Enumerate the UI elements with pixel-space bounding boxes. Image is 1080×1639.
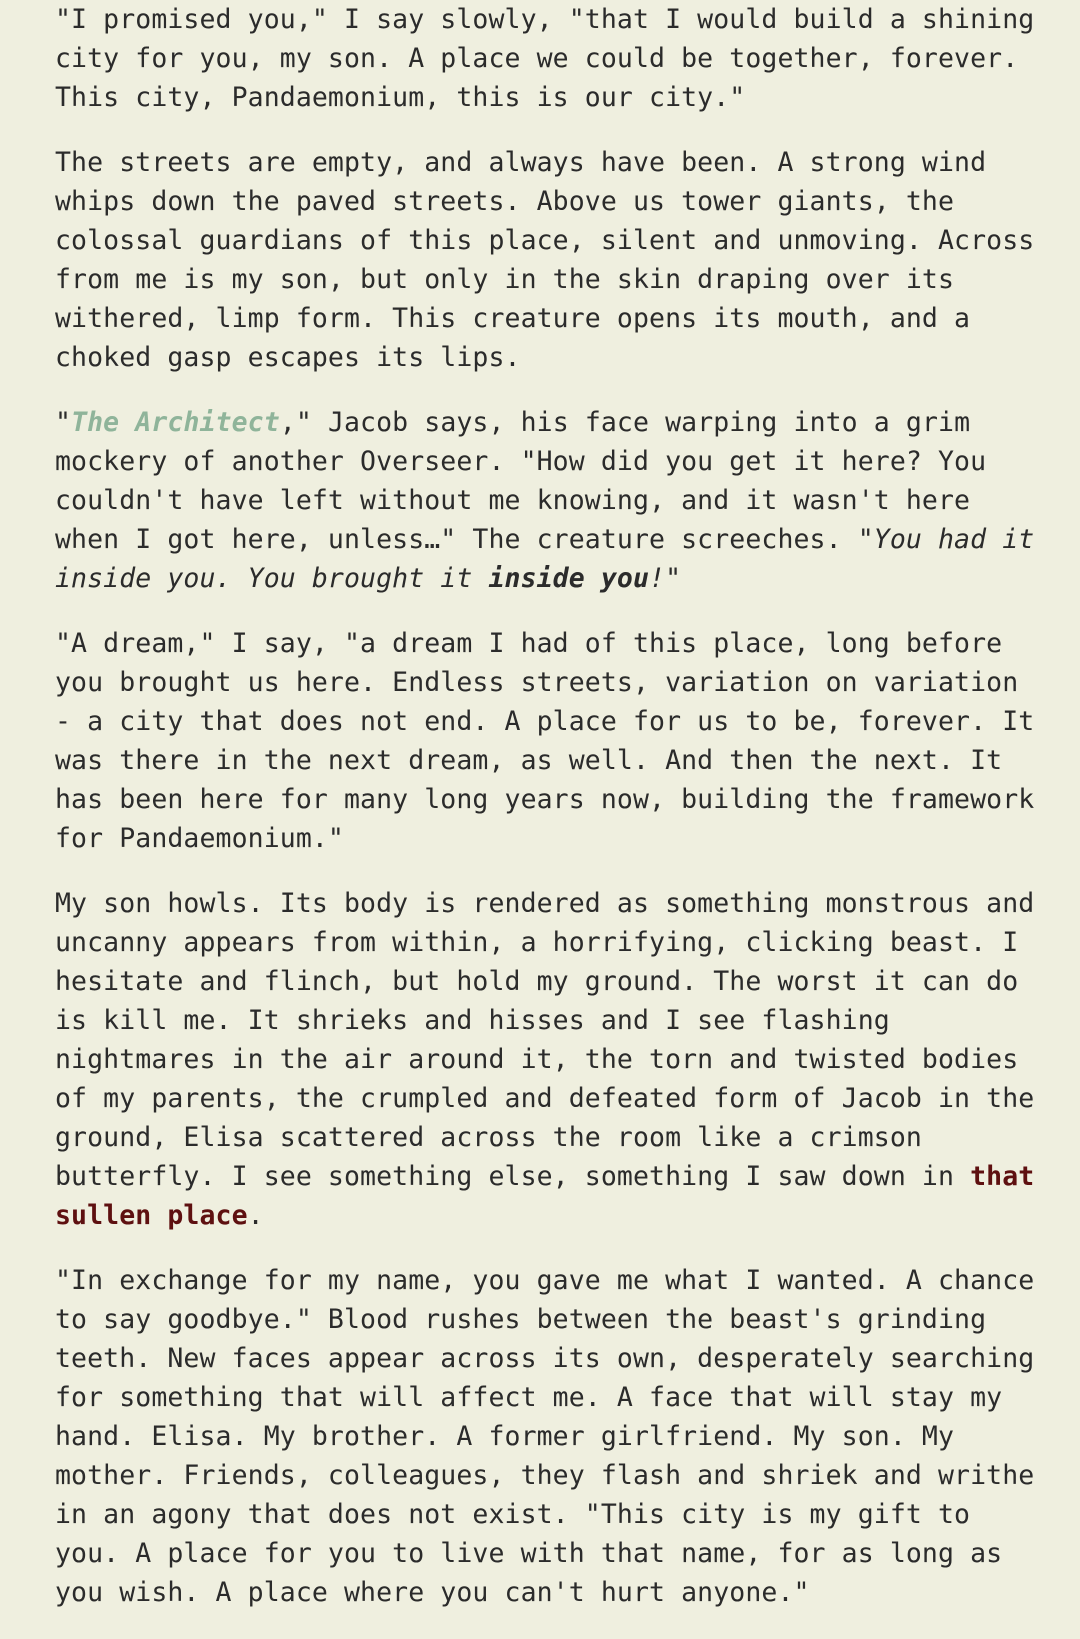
paragraph-5 (55, 884, 1035, 1235)
paragraph-6: "In exchange for my name, you gave me what I wanted. A chance to say goodbye." Blood rushes between the beast's grinding teeth. New faces appear across its own, desperately searching for something that will affect me. A face that will stay my hand. Elisa. My brother. A former girlfriend. My son. My mother. Friends, colleagues, they flash and shriek and writhe in an agony that does not exist. "This city is my gift to you. A place for you to live with that name, for as long as you wish. A place where you can't hurt anyone." (55, 1265, 1035, 1608)
bold-italic-emphasis: inside you (488, 563, 650, 594)
paragraph-4: "A dream," I say, "a dream I had of this place, long before you brought us here. Endless streets, variation on variation - a city that does not end. A place for us to be, forever. It was there in the next dream, as well. And then the next. It has been here for many long years now, building the framework for Pandaemonium." (55, 628, 1035, 854)
paragraph-3 (55, 403, 1035, 598)
architect-link[interactable]: The Architect (71, 407, 280, 438)
sullen-place-link[interactable]: that sullen place (55, 1161, 1035, 1231)
paragraph-2: The streets are empty, and always have been. A strong wind whips down the paved streets. Above us tower giants, the colossal guardians of this place, silent and unmoving. Across from me is my son, but only in the skin draping over its withered, limp form. This creature opens its mouth, and a choked gasp escapes its lips. (55, 147, 1035, 373)
italic-speech-1: You had it inside you. You brought it (55, 524, 1035, 594)
italic-speech-2: ! (649, 563, 666, 594)
paragraph-5-end: . (247, 1200, 264, 1231)
paragraph-5-text: My son howls. Its body is rendered as something monstrous and uncanny appears from within, a horrifying, clicking beast. I hesitate and flinch, but hold my ground. The worst it can do is kill me. It shrieks and hisses and I see flashing nightmares in the air around it, the torn and twisted bodies of my parents, the crumpled and defeated form of Jacob in the ground, Elisa scattered across the room like a crimson butterfly. I see something else, something I saw down in (55, 888, 1035, 1192)
paragraph-3-text: ," Jacob says, his face warping into a grim mockery of another Overseer. "How did you get it here? You couldn't have left without me knowing, and it wasn't here when I got here, unless…" The creature screeches. " (55, 407, 987, 555)
close-quote: " (665, 563, 682, 594)
open-quote: " (55, 407, 72, 438)
paragraph-1: "I promised you," I say slowly, "that I would build a shining city for you, my son. A place we could be together, forever. This city, Pandaemonium, this is our city." (55, 4, 1035, 113)
story-passage (55, 0, 1035, 1638)
